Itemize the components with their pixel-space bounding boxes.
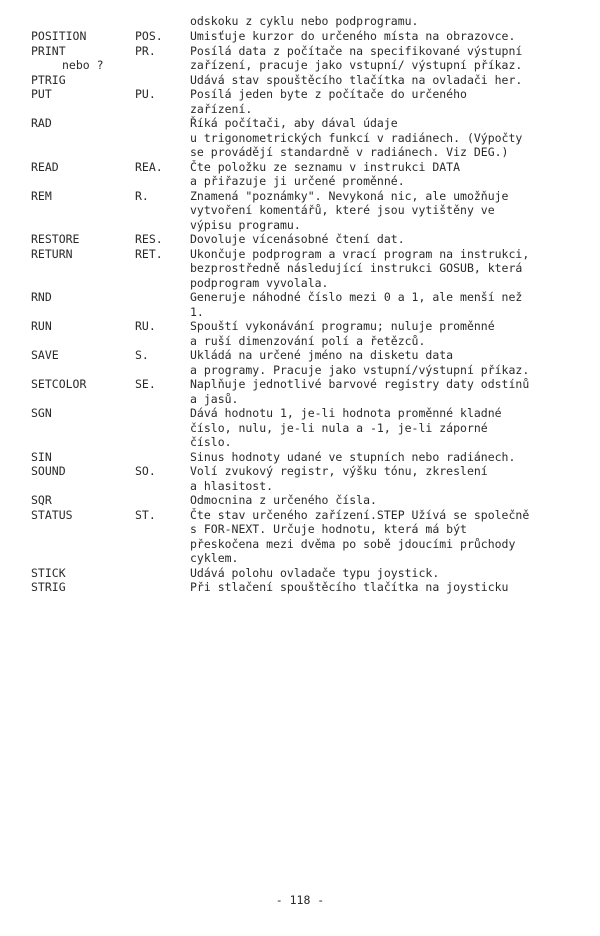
keyword-text: PTRIG [31,72,66,87]
entry-keyword [31,450,52,465]
keyword-text: PRINT [31,43,66,58]
glossary-entry [0,566,600,581]
entry-description [190,406,588,450]
description-line: zařízení. [190,101,253,116]
entry-keyword [31,29,86,44]
description-line: a programy. Pracuje jako vstupní/výstupní příkaz. [190,362,530,377]
entry-description [190,348,588,377]
description-line: Ukládá na určené jméno na disketu data [190,348,454,362]
keyword-text: SGN [31,406,52,420]
keyword-text: REM [31,188,52,203]
description-line: Volí zvukový registr, výšku tónu, zkreslení [190,464,488,478]
description-line: podprogram vyvolala. [190,275,329,290]
description-line: u trigonometrických funkcí v radiánech. (Výpočty [190,130,523,145]
entry-keyword [31,116,52,131]
entry-keyword [31,319,52,334]
keyword-text: SIN [31,449,52,464]
entry-description [190,450,588,465]
glossary-entry [0,160,600,189]
entry-keyword [31,87,52,102]
keyword-text: RND [31,290,52,304]
keyword-text: STRIG [31,580,66,594]
entry-abbreviation: R. [135,188,149,203]
glossary-entry [0,406,600,450]
entry-keyword [31,377,86,392]
entry-description [190,44,588,73]
entry-description [190,464,588,493]
description-line: Posílá data z počítače na specifikované výstupní [190,43,523,58]
entry-abbreviation: SO. [135,464,156,478]
glossary-entry [0,87,600,116]
entry-keyword [31,566,66,581]
glossary-entry [0,508,600,566]
keyword-alternate: nebo ? [62,58,104,72]
keyword-glossary [0,29,600,595]
entry-keyword [31,160,59,175]
entry-abbreviation: RES. [135,232,163,246]
entry-keyword [31,290,52,305]
description-line: Odmocnina z určeného čísla. [190,493,377,507]
description-line: a přiřazuje ji určené proměnné. [190,174,405,188]
keyword-text: STICK [31,565,66,580]
description-line: Posílá jeden byte z počítače do určeného [190,87,467,101]
keyword-text: READ [31,159,59,174]
entry-abbreviation: RET. [135,246,163,261]
entry-description [190,377,588,406]
description-line: Naplňuje jednotlivé barvové registry daty odstínů [190,377,530,391]
keyword-text: SAVE [31,348,59,362]
description-line: Spouští vykonávání programu; nuluje proměnné [190,319,495,333]
description-line: Čte stav určeného zařízení.STEP Užívá se společně [190,507,530,522]
description-line: Při stlačení spouštěcího tlačítka na joysticku [190,580,509,594]
entry-abbreviation: S. [135,348,149,362]
glossary-entry [0,73,600,88]
description-line: se provádějí standardně v radiánech. Viz DEG.) [190,145,509,159]
entry-keyword [31,406,52,421]
entry-keyword [31,508,73,523]
entry-keyword [31,232,79,247]
entry-keyword [31,580,66,595]
description-line: Ukončuje podprogram a vrací program na instrukci, [190,246,530,261]
description-line: Čte položku ze seznamu v instrukci DATA [190,159,461,174]
entry-description [190,232,588,247]
keyword-text: RESTORE [31,232,80,246]
entry-keyword [31,44,104,73]
entry-abbreviation: POS. [135,29,163,43]
keyword-text: SOUND [31,464,66,478]
glossary-entry [0,44,600,73]
description-line: výpisu programu. [190,217,301,232]
description-line: Udává polohu ovladače typu joystick. [190,565,440,580]
keyword-text: POSITION [31,29,87,43]
glossary-entry [0,348,600,377]
glossary-entry [0,247,600,291]
entry-description [190,87,588,116]
description-line: Říká počítači, aby dával údaje [190,116,398,130]
glossary-entry [0,232,600,247]
glossary-entry [0,450,600,465]
keyword-text: RETURN [31,246,73,261]
glossary-entry [0,290,600,319]
entry-abbreviation: PU. [135,87,156,101]
glossary-entry [0,464,600,493]
description-line: 1. [190,304,204,319]
entry-description [190,29,588,44]
description-line: Udává stav spouštěcího tlačítka na ovladači her. [190,72,523,87]
glossary-entry [0,29,600,44]
glossary-entry [0,580,600,595]
entry-keyword [31,348,59,363]
entry-description [190,73,588,88]
description-line: cyklem. [190,551,239,565]
description-line: a jasů. [190,391,239,406]
keyword-text: RAD [31,116,52,130]
glossary-entry [0,377,600,406]
entry-description [190,493,588,508]
description-line: číslo, nulu, je-li nula a -1, je-li záporné [190,420,488,435]
description-line: Znamená "poznámky". Nevykoná nic, ale umožňuje [190,188,509,203]
description-line: s FOR-NEXT. Určuje hodnotu, která má být [190,522,467,536]
description-line: vytvoření komentářů, které jsou vytištěny ve [190,203,495,217]
entry-description [190,247,588,291]
keyword-text: SQR [31,493,52,507]
entry-abbreviation: SE. [135,377,156,391]
entry-keyword [31,464,66,479]
description-line: bezprostředně následující instrukci GOSUB, která [190,261,523,275]
entry-keyword [31,73,66,88]
description-line: Dovoluje vícenásobné čtení dat. [190,232,405,246]
entry-description [190,566,588,581]
description-line: číslo. [190,435,232,449]
entry-description [190,116,588,160]
entry-description [190,290,588,319]
entry-description [190,189,588,233]
keyword-text: SETCOLOR [31,377,87,391]
description-line: zařízení, pracuje jako vstupní/ výstupní příkaz. [190,58,523,72]
description-line: Dává hodnotu 1, je-li hodnota proměnné kladné [190,406,502,420]
keyword-text: STATUS [31,507,73,522]
glossary-entry [0,189,600,233]
entry-abbreviation: RU. [135,319,156,333]
entry-description [190,580,588,595]
entry-abbreviation: REA. [135,159,163,174]
description-line: Umisťuje kurzor do určeného místa na obrazovce. [190,29,516,43]
keyword-text: RUN [31,319,52,333]
entry-keyword [31,189,52,204]
description-line: Sinus hodnoty udané ve stupních nebo radiánech. [190,449,516,464]
entry-keyword [31,247,73,262]
glossary-entry [0,319,600,348]
entry-keyword [31,493,52,508]
keyword-text: PUT [31,87,52,101]
continuation-text: odskoku z cyklu nebo podprogramu. [190,14,419,28]
entry-description [190,508,588,566]
description-line: Generuje náhodné číslo mezi 0 a 1, ale menší než [190,290,523,304]
description-line: a ruší dimenzování polí a řetězců. [190,333,426,348]
entry-description [190,319,588,348]
entry-abbreviation: PR. [135,43,156,58]
description-line: a hlasitost. [190,478,274,493]
glossary-entry [0,493,600,508]
page-number: - 118 - [275,893,325,907]
glossary-entry [0,116,600,160]
entry-description [190,160,588,189]
entry-abbreviation: ST. [135,507,156,522]
description-line: přeskočena mezi dvěma po sobě jdoucími průchody [190,536,516,551]
